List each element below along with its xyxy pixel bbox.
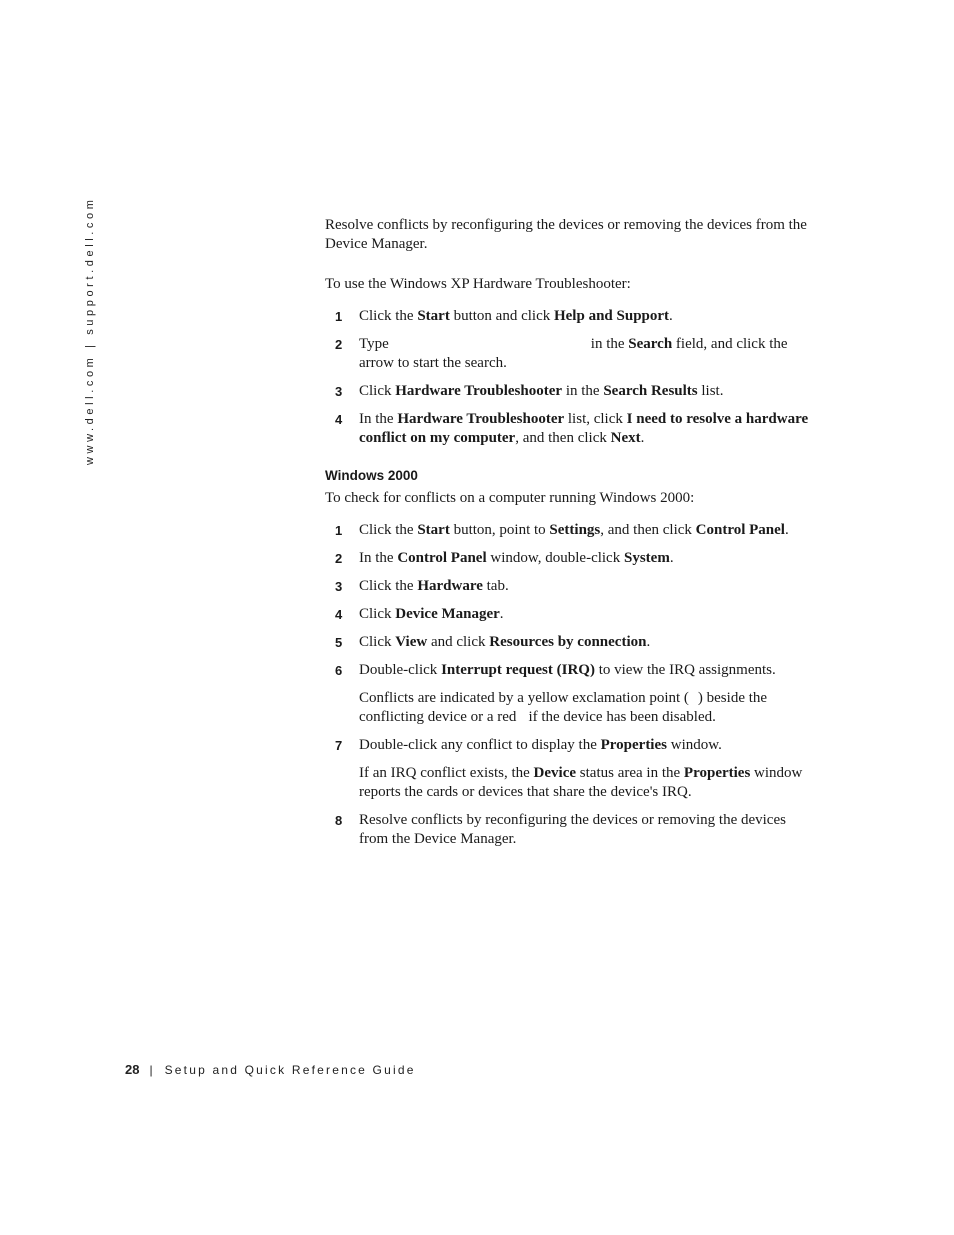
- w2k-step-2: 2 In the Control Panel window, double-click System.: [335, 550, 674, 566]
- xp-step-2: 2 Type in the Search field, and click the arrow to start the search.: [335, 336, 788, 371]
- step-number: 3: [335, 579, 343, 594]
- step-number: 8: [335, 813, 343, 828]
- w2k-step-7: 7 Double-click any conflict to display the Properties window.: [335, 737, 722, 753]
- windows-2000-intro: To check for conflicts on a computer running Windows 2000:: [325, 490, 695, 506]
- w2k-step-7-note: If an IRQ conflict exists, the Device status area in the Properties window reports the cards or devices that share the device's IRQ.: [359, 765, 803, 800]
- guide-title: Setup and Quick Reference Guide: [164, 1063, 416, 1077]
- xp-step-4: 4 In the Hardware Troubleshooter list, click I need to resolve a hardware conflict on my computer, and then click Next.: [335, 411, 809, 446]
- intro-paragraph: Resolve conflicts by reconfiguring the devices or removing the devices from the Device Manager.: [325, 217, 807, 252]
- step-number: 4: [335, 607, 343, 622]
- page-content: [325, 216, 815, 858]
- xp-intro: To use the Windows XP Hardware Troubleshooter:: [325, 276, 631, 292]
- w2k-step-5: 5 Click View and click Resources by connection.: [335, 634, 651, 650]
- step-number: 7: [335, 738, 343, 753]
- windows-2000-heading: Windows 2000: [325, 468, 418, 483]
- step-number: 4: [335, 412, 343, 427]
- page-footer: [125, 1062, 416, 1077]
- step-number: 6: [335, 663, 343, 678]
- xp-step-1: 1 Click the Start button and click Help and Support.: [335, 308, 673, 324]
- step-number: 5: [335, 635, 343, 650]
- w2k-step-6-note: Conflicts are indicated by a yellow exclamation point ( ) beside the conflicting device or a red if the device has been disabled.: [359, 690, 768, 725]
- w2k-step-3: 3 Click the Hardware tab.: [335, 578, 509, 594]
- w2k-step-4: 4 Click Device Manager.: [335, 606, 504, 622]
- step-number: 1: [335, 309, 343, 324]
- xp-step-3: 3 Click Hardware Troubleshooter in the Search Results list.: [335, 383, 724, 399]
- w2k-step-6: 6 Double-click Interrupt request (IRQ) to view the IRQ assignments.: [335, 662, 776, 678]
- w2k-step-1: 1 Click the Start button, point to Settings, and then click Control Panel.: [335, 522, 789, 538]
- w2k-step-8: 8 Resolve conflicts by reconfiguring the devices or removing the devices from the Device Manager.: [335, 812, 786, 847]
- side-url: www.dell.com | support.dell.com: [84, 196, 96, 465]
- step-number: 1: [335, 523, 343, 538]
- step-number: 3: [335, 384, 343, 399]
- page-number: 28: [125, 1062, 140, 1077]
- step-number: 2: [335, 551, 343, 566]
- footer-separator: |: [149, 1063, 153, 1077]
- step-number: 2: [335, 337, 343, 352]
